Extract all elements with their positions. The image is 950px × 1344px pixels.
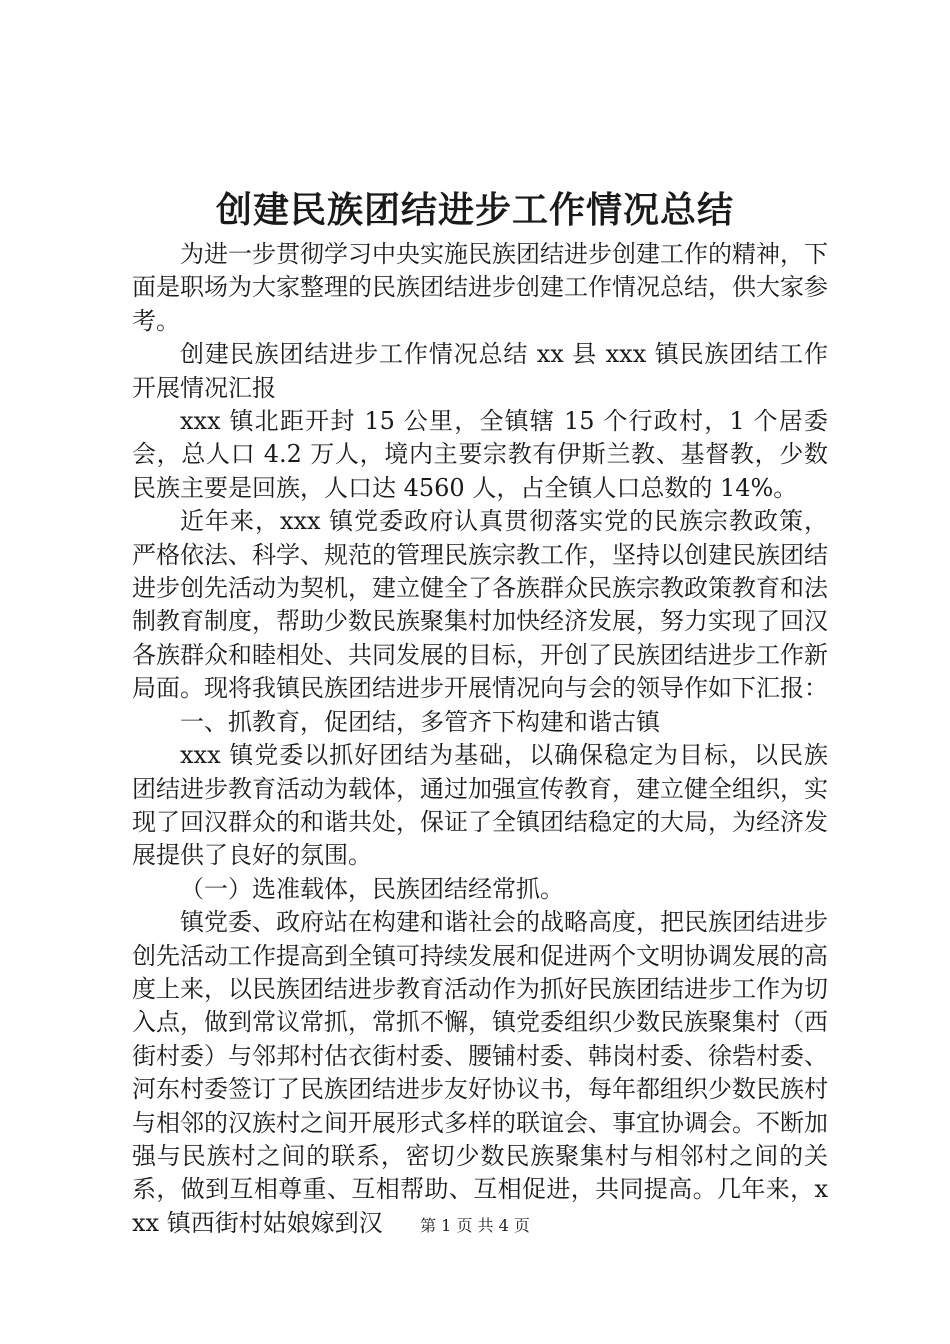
- paragraph-recent-years: 近年来，xxx 镇党委政府认真贯彻落实党的民族宗教政策，严格依法、科学、规范的管理民族宗教工作，坚持以创建民族团结进步创先活动为契机，建立健全了各族群众民族宗教政策教育和法制教育制度，帮助少数民族聚集村加快经济发展，努力实现了回汉各族群众和睦相处、共同发展的目标，开创了民族团结进步工作新局面。现将我镇民族团结进步开展情况向与会的领导作如下汇报：: [132, 507, 828, 703]
- document-title: 创建民族团结进步工作情况总结: [215, 189, 734, 231]
- page-number-footer: 第 1 页 共 4 页: [420, 1216, 530, 1235]
- section-heading-1: 一、抓教育，促团结，多管齐下构建和谐古镇: [180, 707, 660, 736]
- paragraph-overview: xxx 镇北距开封 15 公里，全镇辖 15 个行政村，1 个居委会，总人口 4.2 万人，境内主要宗教有伊斯兰教、基督教，少数民族主要是回族，人口达 4560 人，占全镇人口总数的 14%。: [132, 407, 828, 502]
- document-body: [132, 238, 828, 1240]
- paragraph-intro: 为进一步贯彻学习中央实施民族团结进步创建工作的精神，下面是职场为大家整理的民族团结进步创建工作情况总结，供大家参考。: [132, 240, 828, 335]
- paragraph-section-1: xxx 镇党委以抓好团结为基础，以确保稳定为目标，以民族团结进步教育活动为载体，通过加强宣传教育，建立健全组织，实现了回汉群众的和谐共处，保证了全镇团结稳定的大局，为经济发展提供了良好的氛围。: [132, 741, 828, 870]
- subsection-heading-1: （一）选准载体，民族团结经常抓。: [180, 874, 564, 903]
- paragraph-subtitle: 创建民族团结进步工作情况总结 xx 县 xxx 镇民族团结工作开展情况汇报: [132, 340, 828, 402]
- paragraph-subsection-1: 镇党委、政府站在构建和谐社会的战略高度，把民族团结进步创先活动工作提高到全镇可持续发展和促进两个文明协调发展的高度上来，以民族团结进步教育活动作为抓好民族团结进步工作为切入点，做到常议常抓，常抓不懈，镇党委组织少数民族聚集村（西街村委）与邻邦村估衣街村委、腰铺村委、韩岗村委、徐砦村委、河东村委签订了民族团结进步友好协议书，每年都组织少数民族村与相邻的汉族村之间开展形式多样的联谊会、事宜协调会。不断加强与民族村之间的联系，密切少数民族聚集村与相邻村之间的关系，做到互相尊重、互相帮助、互相促进，共同提高。几年来，xxx 镇西街村姑娘嫁到汉: [132, 908, 828, 1237]
